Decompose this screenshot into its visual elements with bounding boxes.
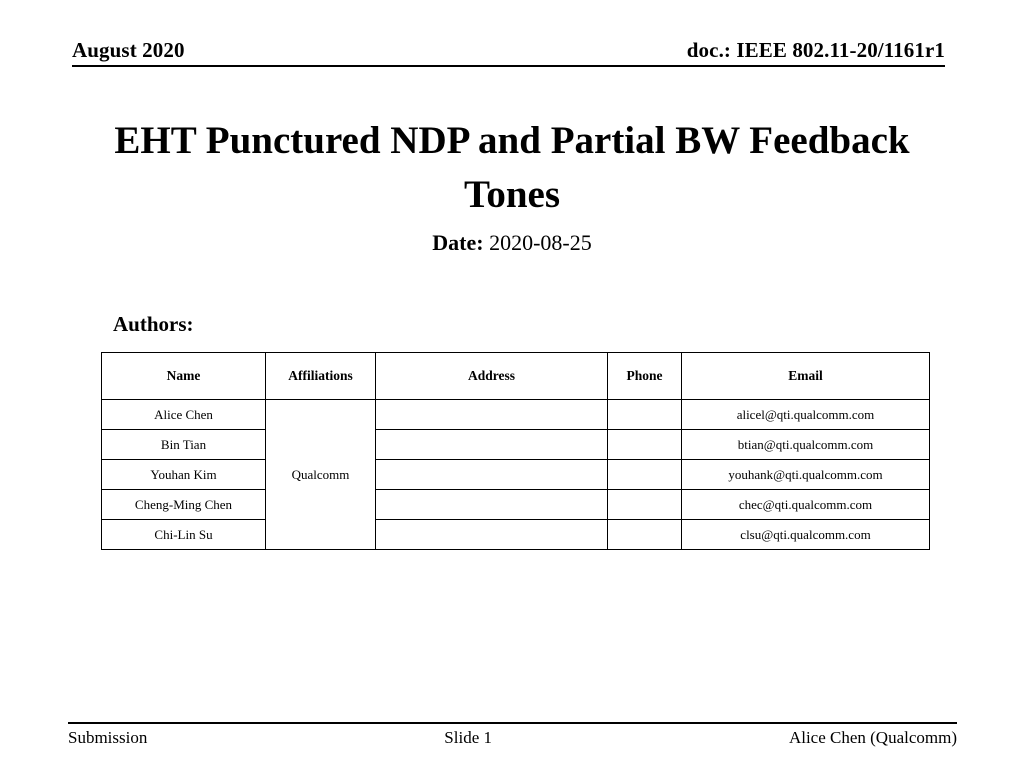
cell-affiliation: Qualcomm <box>266 400 376 550</box>
cell-name: Youhan Kim <box>102 460 266 490</box>
footer-author-affiliation: Alice Chen (Qualcomm) <box>788 728 957 747</box>
cell-address <box>376 460 608 490</box>
cell-name: Bin Tian <box>102 430 266 460</box>
cell-email: alicel@qti.qualcomm.com <box>682 400 930 430</box>
table-header-row <box>102 353 930 400</box>
table-row <box>102 460 930 490</box>
cell-phone <box>608 490 682 520</box>
authors-label: Authors: <box>113 312 194 336</box>
date-label: Date: <box>432 230 484 255</box>
date-line <box>112 229 912 257</box>
document-footer <box>68 722 957 748</box>
footer-slide-number: Slide 1 <box>444 728 492 747</box>
cell-email: clsu@qti.qualcomm.com <box>682 520 930 550</box>
table-row <box>102 430 930 460</box>
header-document-number: doc.: IEEE 802.11-20/1161r1 <box>686 38 945 62</box>
cell-address <box>376 400 608 430</box>
cell-phone <box>608 400 682 430</box>
cell-name: Cheng-Ming Chen <box>102 490 266 520</box>
table-row <box>102 400 930 430</box>
authors-table-container <box>101 352 929 550</box>
document-header <box>72 38 945 67</box>
cell-email: chec@qti.qualcomm.com <box>682 490 930 520</box>
cell-address <box>376 490 608 520</box>
cell-address <box>376 430 608 460</box>
column-header-phone: Phone <box>608 353 682 400</box>
header-date: August 2020 <box>72 38 185 62</box>
page-title: EHT Punctured NDP and Partial BW Feedback Tones <box>114 119 910 217</box>
table-row <box>102 490 930 520</box>
table-row <box>102 520 930 550</box>
column-header-name: Name <box>102 353 266 400</box>
column-header-address: Address <box>376 353 608 400</box>
authors-table <box>101 352 930 550</box>
column-header-affiliations: Affiliations <box>266 353 376 400</box>
footer-submission-label: Submission <box>68 728 148 747</box>
cell-email: youhank@qti.qualcomm.com <box>682 460 930 490</box>
column-header-email: Email <box>682 353 930 400</box>
date-value: 2020-08-25 <box>489 230 592 255</box>
cell-name: Chi-Lin Su <box>102 520 266 550</box>
cell-phone <box>608 460 682 490</box>
cell-phone <box>608 430 682 460</box>
cell-name: Alice Chen <box>102 400 266 430</box>
cell-email: btian@qti.qualcomm.com <box>682 430 930 460</box>
cell-address <box>376 520 608 550</box>
cell-phone <box>608 520 682 550</box>
